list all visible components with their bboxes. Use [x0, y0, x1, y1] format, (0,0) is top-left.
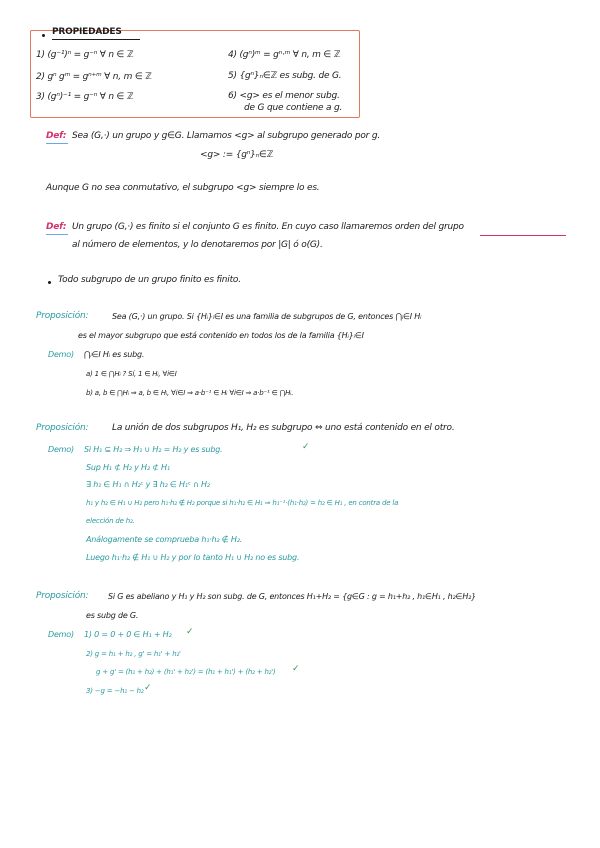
def1-formula: <g> := {gⁿ}ₙ∈ℤ — [200, 150, 274, 160]
def2-label: Def: — [46, 222, 67, 232]
property-3: 3) (gⁿ)⁻¹ = g⁻ⁿ ∀ n ∈ ℤ — [36, 92, 134, 102]
property-2: 2) gⁿ gᵐ = gⁿ⁺ᵐ ∀ n, m ∈ ℤ — [36, 72, 152, 82]
checkmark-icon: ✓ — [302, 442, 310, 452]
prop1-step-a: a) 1 ∈ ⋂Hᵢ ? Sí, 1 ∈ Hᵢ, ∀i∈I — [86, 370, 177, 378]
prop3-step-3: 3) −g = −h₁ − h₂ — [86, 687, 144, 695]
prop1-line1: Sea (G,·) un grupo. Si {Hᵢ}ᵢ∈I es una familia de subgrupos de G, entonces ⋂ᵢ∈I Hᵢ — [112, 312, 422, 321]
properties-title: PROPIEDADES — [52, 27, 122, 37]
def2-underline — [46, 234, 68, 235]
bullet-dot — [48, 281, 51, 284]
def-underline — [46, 143, 68, 144]
note-commutative: Aunque G no sea conmutativo, el subgrupo <g> siempre lo es. — [46, 183, 320, 193]
orden-underline — [480, 235, 566, 236]
bullet-dot — [42, 34, 45, 37]
prop1-demo-head: ⋂ᵢ∈I Hᵢ es subg. — [84, 350, 145, 359]
prop3-line2: es subg de G. — [86, 611, 139, 620]
prop3-step-1: 1) 0 = 0 + 0 ∈ H₁ + H₂ — [84, 630, 172, 639]
demo-label: Demo) — [48, 445, 74, 454]
prop2-step-2: Sup H₁ ⊄ H₂ y H₂ ⊄ H₁ — [86, 463, 170, 472]
property-1: 1) (g⁻¹)ⁿ = g⁻ⁿ ∀ n ∈ ℤ — [36, 50, 134, 60]
prop2-line1: La unión de dos subgrupos H₁, H₂ es subgrupo ⇔ uno está contenido en el otro. — [112, 423, 455, 433]
def2-line2: al número de elementos, y lo denotaremos por |G| ó o(G). — [72, 240, 323, 250]
def1-text: Sea (G,·) un grupo y g∈G. Llamamos <g> al subgrupo generado por g. — [72, 131, 381, 141]
demo-label: Demo) — [48, 630, 74, 639]
checkmark-icon: ✓ — [186, 627, 194, 637]
prop1-line2: es el mayor subgrupo que está contenido en todos los de la familia {Hᵢ}ᵢ∈I — [78, 331, 364, 340]
prop3-step-2b: g + g' = (h₁ + h₂) + (h₁' + h₂') = (h₁ + h₁') + (h₂ + h₂') — [96, 668, 276, 676]
def-label: Def: — [46, 131, 67, 141]
prop2-step-7: Luego h₁·h₂ ∉ H₁ ∪ H₂ y por lo tanto H₁ ∪ H₂ no es subg. — [86, 553, 300, 562]
demo-label: Demo) — [48, 350, 74, 359]
prop3-label: Proposición: — [36, 591, 89, 601]
property-6b: de G que contiene a g. — [244, 103, 343, 113]
prop3-step-2a: 2) g = h₁ + h₂ , g' = h₁' + h₂' — [86, 650, 181, 658]
prop1-step-b: b) a, b ∈ ⋂Hᵢ ⇒ a, b ∈ Hᵢ, ∀i∈I ⇒ a·b⁻¹ ∈ Hᵢ ∀i∈I ⇒ a·b⁻¹ ∈ ⋂Hᵢ. — [86, 389, 294, 397]
prop2-step-1: Si H₁ ⊆ H₂ ⇒ H₁ ∪ H₂ = H₂ y es subg. — [84, 445, 223, 454]
checkmark-icon: ✓ — [292, 664, 300, 674]
finite-subgroup-note: Todo subgrupo de un grupo finito es finito. — [58, 275, 241, 285]
prop3-line1: Si G es abeliano y H₁ y H₂ son subg. de G, entonces H₁+H₂ = {g∈G : g = h₁+h₂ , h₁∈H₁ , h₂∈H₂} — [108, 592, 477, 601]
title-underline — [52, 39, 140, 40]
property-4: 4) (gⁿ)ᵐ = gⁿ·ᵐ ∀ n, m ∈ ℤ — [228, 50, 341, 60]
prop2-step-5: elección de h₂. — [86, 517, 135, 525]
property-5: 5) {gⁿ}ₙ∈ℤ es subg. de G. — [228, 71, 342, 81]
prop2-step-6: Análogamente se comprueba h₁·h₂ ∉ H₂. — [86, 535, 243, 544]
prop2-step-4: h₁ y h₂ ∈ H₁ ∪ H₂ pero h₁·h₂ ∉ H₂ porque si h₁·h₂ ∈ H₁ ⇒ h₁⁻¹·(h₁·h₂) = h₂ ∈ H₁ , en contra de la — [86, 499, 399, 507]
property-6a: 6) <g> es el menor subg. — [228, 91, 340, 101]
checkmark-icon: ✓ — [144, 683, 152, 693]
prop2-step-3: ∃ h₁ ∈ H₁ ∩ H₂ᶜ y ∃ h₂ ∈ H₁ᶜ ∩ H₂ — [86, 480, 210, 489]
prop2-label: Proposición: — [36, 423, 89, 433]
prop1-label: Proposición: — [36, 311, 89, 321]
def2-line1: Un grupo (G,·) es finito si el conjunto G es finito. En cuyo caso llamaremos orden del grupo — [72, 222, 464, 232]
